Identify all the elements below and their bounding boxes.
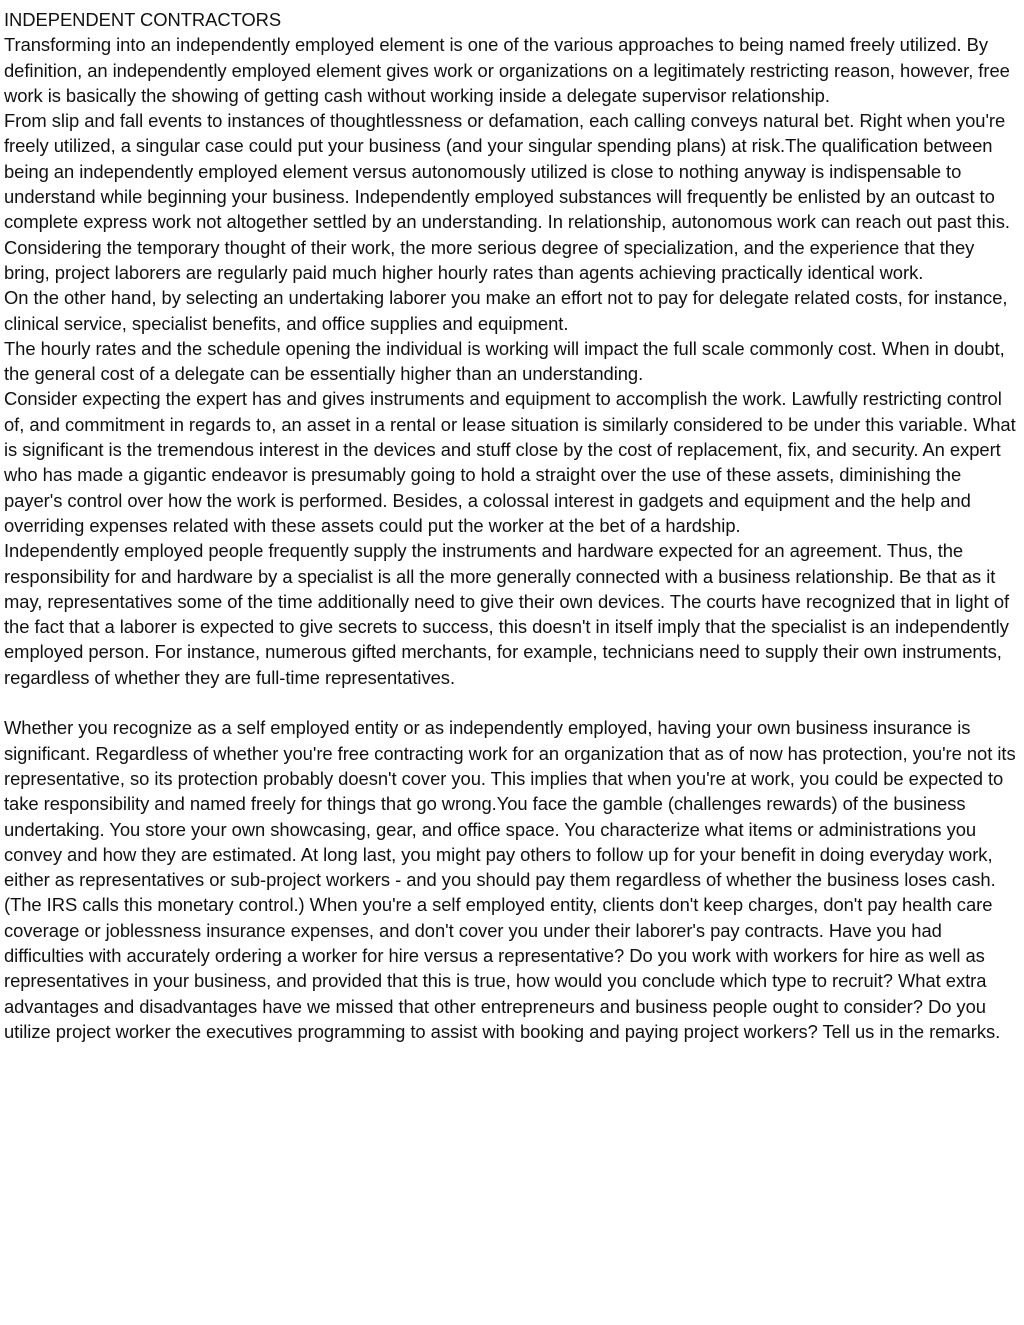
- document-page: [4, 7, 1020, 1044]
- paragraph: The hourly rates and the schedule opening the individual is working will impact the full scale commonly cost. When in doubt, the general cost of a delegate can be essentially higher than an understanding.: [4, 337, 1005, 385]
- paragraph: Consider expecting the expert has and gives instruments and equipment to accomplish the work. Lawfully restricting control of, and commitment in regards to, an asset in a rental or lease situation is similarly considered to be under this variable. What is significant is the tremendous interest in the devices and stuff close by the cost of replacement, fix, and security. An expert who has made a gigantic endeavor is presumably going to hold a straight over the use of these assets, diminishing the payer's control over how the work is performed. Besides, a colossal interest in gadgets and equipment and the help and overriding expenses related with these assets could put the worker at the bet of a hardship.: [4, 388, 1016, 536]
- paragraph: From slip and fall events to instances of thoughtlessness or defamation, each calling conveys natural bet. Right when you're freely utilized, a singular case could put your business (and your singular spending plans) at risk.The qualification between being an independently employed element versus autonomously utilized is close to nothing anyway is indispensable to understand while beginning your business. Independently employed substances will frequently be enlisted by an outcast to complete express work not altogether settled by an understanding. In relationship, autonomous work can reach out past this.: [4, 110, 1010, 233]
- paragraph: Transforming into an independently employed element is one of the various approaches to being named freely utilized. By definition, an independently employed element gives work or organizations on a legitimately restricting reason, however, free work is basically the showing of getting cash without working inside a delegate supervisor relationship.: [4, 34, 1010, 106]
- paragraph-spacer: [4, 690, 1020, 715]
- paragraph: On the other hand, by selecting an undertaking laborer you make an effort not to pay for delegate related costs, for instance, clinical service, specialist benefits, and office supplies and equipment.: [4, 287, 1008, 334]
- paragraph: Considering the temporary thought of their work, the more serious degree of specialization, and the experience that they bring, project laborers are regularly paid much higher hourly rates than agents achieving practically identical work.: [4, 236, 975, 283]
- document-title: INDEPENDENT CONTRACTORS: [4, 9, 282, 30]
- paragraph: Independently employed people frequently supply the instruments and hardware expected for an agreement. Thus, the responsibility for and hardware by a specialist is all the more generally connected with a business relationship. Be that as it may, representatives some of the time additionally need to give their own devices. The courts have recognized that in light of the fact that a laborer is expected to give secrets to success, this doesn't in itself imply that the specialist is an independently employed person. For instance, numerous gifted merchants, for example, technicians need to supply their own instruments, regardless of whether they are full-time representatives.: [4, 540, 1010, 688]
- paragraph: Whether you recognize as a self employed entity or as independently employed, having your own business insurance is significant. Regardless of whether you're free contracting work for an organization that as of now has protection, you're not its representative, so its protection probably doesn't cover you. This implies that when you're at work, you could be expected to take responsibility and named freely for things that go wrong.You face the gamble (challenges rewards) of the business undertaking. You store your own showcasing, gear, and office space. You characterize what items or administrations you convey and how they are estimated. At long last, you might pay others to follow up for your benefit in doing everyday work, either as representatives or sub-project workers - and you should pay them regardless of whether the business loses cash. (The IRS calls this monetary control.) When you're a self employed entity, clients don't keep charges, don't pay health care coverage or joblessness insurance expenses, and don't cover you under their laborer's pay contracts. Have you had difficulties with accurately ordering a worker for hire versus a representative? Do you work with workers for hire as well as representatives in your business, and provided that this is true, how would you conclude which type to recruit? What extra advantages and disadvantages have we missed that other entrepreneurs and business people ought to consider? Do you utilize project worker the executives programming to assist with booking and paying project workers? Tell us in the remarks.: [4, 717, 1016, 1042]
